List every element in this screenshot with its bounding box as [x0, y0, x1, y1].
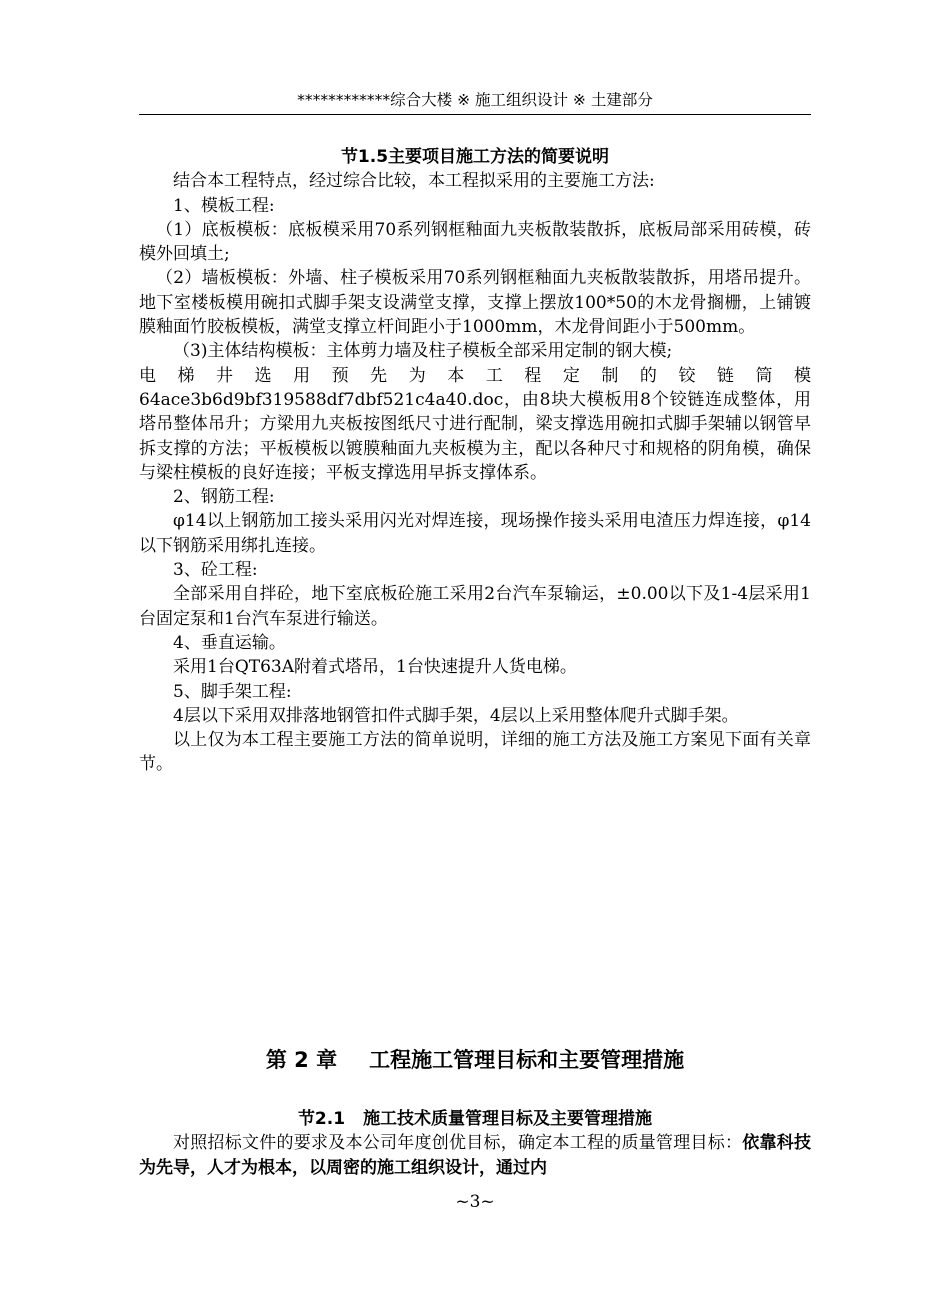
page-header: ************综合大楼 ※ 施工组织设计 ※ 土建部分: [297, 91, 653, 109]
paragraph: （1）底板模板：底板模采用70系列钢框釉面九夹板散装散拆，底板局部采用砖模，砖模外回填土;: [139, 219, 811, 265]
paragraph-spread-line: 电 梯 井 选 用 预 先 为 本 工 程 定 制 的 铰 链 筒 模: [139, 365, 811, 386]
section-title: 节1.5主要项目施工方法的简要说明: [340, 147, 610, 167]
paragraph: （2）墙板模板：外墙、柱子模板采用70系列钢框釉面九夹板散装散拆，用塔吊提升。地下室楼板模用碗扣式脚手架支设满堂支撑，支撑上摆放100*50的木龙骨搁栅，上铺镀膜釉面竹胶板模板，满堂支撑立杆间距小于1000mm，木龙骨间距小于500mm。: [139, 268, 811, 338]
section-number: 节2.1: [297, 1109, 346, 1129]
item-heading: 2、钢筋工程:: [173, 487, 275, 508]
chapter-title: [139, 1045, 811, 1075]
page-number: ~3~: [455, 1192, 495, 1212]
chapter-number: 第 2 章: [265, 1048, 338, 1072]
item-heading: 5、脚手架工程:: [173, 681, 292, 702]
paragraph: （3)主体结构模板：主体剪力墙及柱子模板全部采用定制的钢大模;: [173, 341, 673, 362]
paragraph: [139, 1131, 811, 1180]
item-heading: 4、垂直运输。: [173, 632, 286, 653]
chapter-name: 工程施工管理目标和主要管理措施: [369, 1048, 685, 1072]
intro-paragraph: 结合本工程特点，经过综合比较，本工程拟采用的主要施工方法:: [173, 171, 655, 192]
paragraph: 全部采用自拌砼，地下室底板砼施工采用2台汽车泵输运，±0.00以下及1-4层采用1台固定泵和1台汽车泵进行输送。: [139, 584, 811, 629]
section-1-5: [139, 145, 811, 777]
section-title: [139, 1107, 811, 1131]
closing-paragraph: 以上仅为本工程主要施工方法的简单说明，详细的施工方法及施工方案见下面有关章节。: [139, 730, 811, 775]
paragraph: φ14以上钢筋加工接头采用闪光对焊连接，现场操作接头采用电渣压力焊连接，φ14以下钢筋采用绑扎连接。: [139, 511, 811, 556]
item-heading: 3、砼工程:: [173, 560, 258, 581]
paragraph: 4层以下采用双排落地钢管扣件式脚手架，4层以上采用整体爬升式脚手架。: [173, 705, 739, 726]
header-divider: [139, 114, 811, 115]
section-2-1: [139, 1107, 811, 1180]
body-text: 对照招标文件的要求及本公司年度创优目标，确定本工程的质量管理目标：: [173, 1133, 743, 1154]
paragraph: 采用1台QT63A附着式塔吊，1台快速提升人货电梯。: [173, 657, 577, 678]
body-text-bold: 依靠科技为先导，人才为根本，以周密的施工组织设计，通过内: [139, 1133, 811, 1178]
item-heading: 1、模板工程:: [173, 195, 275, 216]
paragraph: 64ace3b6d9bf319588df7dbf521c4a40.doc，由8块大模板用8个铰链连成整体，用塔吊整体吊升；方梁用九夹板按图纸尺寸进行配制，梁支撑选用碗扣式脚手架辅以钢管早拆支撑的方法；平板模板以镀膜釉面九夹板模为主，配以各种尺寸和规格的阴角模，确保与梁柱模板的良好连接；平板支撑选用早拆支撑体系。: [139, 389, 811, 483]
section-name: 施工技术质量管理目标及主要管理措施: [363, 1109, 653, 1129]
